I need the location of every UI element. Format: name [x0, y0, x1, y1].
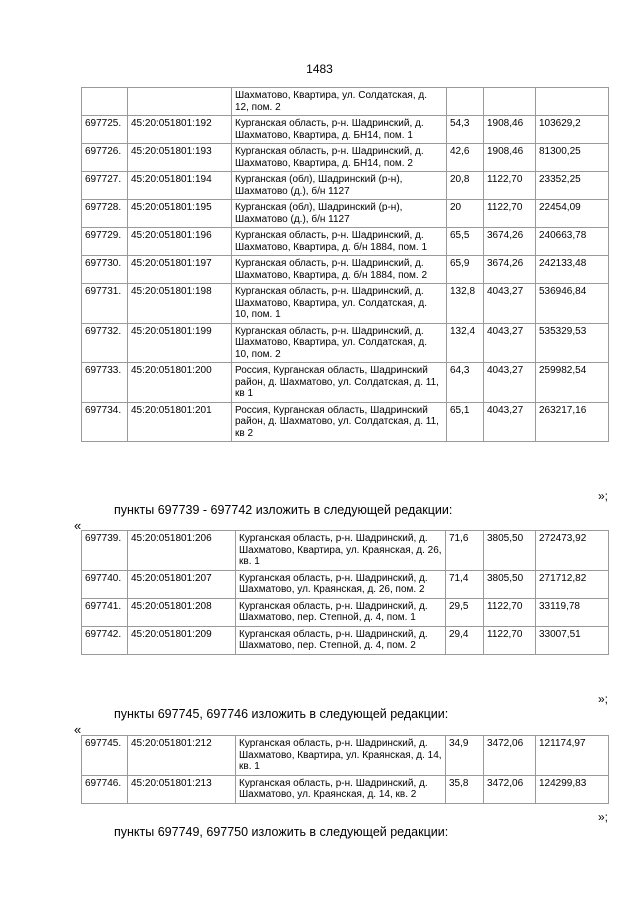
cadastral-price-cell: 3805,50 — [484, 570, 536, 598]
cadastral-number-cell: 45:20:051801:208 — [128, 598, 236, 626]
cadastral-number-cell — [128, 88, 232, 116]
close-quote: »; — [597, 810, 608, 824]
address-cell: Курганская область, р-н. Шадринский, д. Шахматово, Квартира, д. б/н 1884, пом. 2 — [232, 256, 447, 284]
address-cell: Курганская область, р-н. Шадринский, д. Шахматово, Квартира, ул. Краянская, д. 14, кв. 1 — [236, 736, 446, 776]
cadastral-value-cell: 240663,78 — [536, 228, 609, 256]
table-row — [82, 228, 609, 256]
cadastral-value-cell: 263217,16 — [536, 402, 609, 442]
cadastral-value-cell: 535329,53 — [536, 323, 609, 363]
area-cell: 65,5 — [447, 228, 484, 256]
cadastral-price-cell: 4043,27 — [484, 284, 536, 324]
cadastral-number-cell: 45:20:051801:200 — [128, 363, 232, 403]
cadastral-value-cell: 272473,92 — [536, 531, 609, 571]
area-cell: 29,5 — [446, 598, 484, 626]
area-cell: 54,3 — [447, 116, 484, 144]
table-row — [82, 598, 609, 626]
table-row — [82, 172, 609, 200]
table-row — [82, 736, 609, 776]
cadastral-price-cell: 3472,06 — [484, 775, 536, 803]
table-row — [82, 363, 609, 403]
cadastral-price-cell: 3674,26 — [484, 228, 536, 256]
open-quote: « — [74, 722, 82, 737]
amendment-paragraph: пункты 697745, 697746 изложить в следующей редакции: — [114, 707, 449, 721]
area-cell: 132,8 — [447, 284, 484, 324]
row-number-cell: 697733. — [82, 363, 128, 403]
address-cell: Курганская (обл), Шадринский (р-н), Шахматово (д.), б/н 1127 — [232, 172, 447, 200]
cadastral-value-cell: 271712,82 — [536, 570, 609, 598]
cadastral-number-cell: 45:20:051801:195 — [128, 200, 232, 228]
address-cell: Курганская область, р-н. Шадринский, д. Шахматово, Квартира, ул. Солдатская, д. 10, пом. 2 — [232, 323, 447, 363]
address-cell: Курганская область, р-н. Шадринский, д. Шахматово, ул. Краянская, д. 14, кв. 2 — [236, 775, 446, 803]
row-number-cell: 697730. — [82, 256, 128, 284]
property-table-3 — [81, 735, 609, 804]
page-number: 1483 — [306, 62, 333, 76]
address-cell: Курганская область, р-н. Шадринский, д. Шахматово, ул. Краянская, д. 26, пом. 2 — [236, 570, 446, 598]
area-cell — [447, 88, 484, 116]
cadastral-price-cell: 4043,27 — [484, 402, 536, 442]
cadastral-price-cell: 1122,70 — [484, 598, 536, 626]
area-cell: 35,8 — [446, 775, 484, 803]
row-number-cell: 697727. — [82, 172, 128, 200]
cadastral-price-cell: 4043,27 — [484, 363, 536, 403]
row-number-cell: 697729. — [82, 228, 128, 256]
row-number-cell: 697734. — [82, 402, 128, 442]
area-cell: 34,9 — [446, 736, 484, 776]
table-row — [82, 323, 609, 363]
address-cell: Шахматово, Квартира, ул. Солдатская, д. 12, пом. 2 — [232, 88, 447, 116]
table-row — [82, 200, 609, 228]
cadastral-price-cell: 1908,46 — [484, 144, 536, 172]
close-quote: »; — [597, 489, 608, 503]
table-row — [82, 775, 609, 803]
row-number-cell: 697740. — [82, 570, 128, 598]
cadastral-number-cell: 45:20:051801:207 — [128, 570, 236, 598]
address-cell: Курганская область, р-н. Шадринский, д. Шахматово, Квартира, ул. Краянская, д. 26, кв. 1 — [236, 531, 446, 571]
cadastral-number-cell: 45:20:051801:201 — [128, 402, 232, 442]
cadastral-price-cell — [484, 88, 536, 116]
area-cell: 132,4 — [447, 323, 484, 363]
address-cell: Курганская область, р-н. Шадринский, д. Шахматово, Квартира, ул. Солдатская, д. 10, пом. 1 — [232, 284, 447, 324]
area-cell: 29,4 — [446, 626, 484, 654]
row-number-cell: 697745. — [82, 736, 128, 776]
cadastral-number-cell: 45:20:051801:209 — [128, 626, 236, 654]
row-number-cell: 697732. — [82, 323, 128, 363]
cadastral-value-cell: 259982,54 — [536, 363, 609, 403]
row-number-cell: 697746. — [82, 775, 128, 803]
cadastral-value-cell: 103629,2 — [536, 116, 609, 144]
amendment-paragraph: пункты 697749, 697750 изложить в следующей редакции: — [114, 825, 449, 839]
cadastral-number-cell: 45:20:051801:206 — [128, 531, 236, 571]
cadastral-value-cell: 121174,97 — [536, 736, 609, 776]
row-number-cell: 697731. — [82, 284, 128, 324]
table-row — [82, 626, 609, 654]
row-number-cell — [82, 88, 128, 116]
cadastral-value-cell: 242133,48 — [536, 256, 609, 284]
cadastral-value-cell — [536, 88, 609, 116]
table-row — [82, 531, 609, 571]
cadastral-number-cell: 45:20:051801:212 — [128, 736, 236, 776]
table-row — [82, 284, 609, 324]
cadastral-value-cell: 33119,78 — [536, 598, 609, 626]
cadastral-number-cell: 45:20:051801:194 — [128, 172, 232, 200]
table-row — [82, 88, 609, 116]
address-cell: Курганская область, р-н. Шадринский, д. Шахматово, Квартира, д. б/н 1884, пом. 1 — [232, 228, 447, 256]
cadastral-price-cell: 3472,06 — [484, 736, 536, 776]
table-row — [82, 256, 609, 284]
address-cell: Курганская область, р-н. Шадринский, д. Шахматово, пер. Степной, д. 4, пом. 2 — [236, 626, 446, 654]
amendment-paragraph: пункты 697739 - 697742 изложить в следующей редакции: — [114, 503, 453, 517]
cadastral-number-cell: 45:20:051801:199 — [128, 323, 232, 363]
address-cell: Курганская область, р-н. Шадринский, д. Шахматово, пер. Степной, д. 4, пом. 1 — [236, 598, 446, 626]
row-number-cell: 697742. — [82, 626, 128, 654]
cadastral-value-cell: 23352,25 — [536, 172, 609, 200]
cadastral-value-cell: 22454,09 — [536, 200, 609, 228]
area-cell: 71,4 — [446, 570, 484, 598]
row-number-cell: 697728. — [82, 200, 128, 228]
area-cell: 71,6 — [446, 531, 484, 571]
cadastral-value-cell: 33007,51 — [536, 626, 609, 654]
address-cell: Курганская область, р-н. Шадринский, д. Шахматово, Квартира, д. БН14, пом. 2 — [232, 144, 447, 172]
cadastral-number-cell: 45:20:051801:197 — [128, 256, 232, 284]
cadastral-value-cell: 81300,25 — [536, 144, 609, 172]
row-number-cell: 697739. — [82, 531, 128, 571]
area-cell: 20,8 — [447, 172, 484, 200]
cadastral-value-cell: 124299,83 — [536, 775, 609, 803]
address-cell: Россия, Курганская область, Шадринский район, д. Шахматово, ул. Солдатская, д. 11, кв 2 — [232, 402, 447, 442]
table-row — [82, 144, 609, 172]
open-quote: « — [74, 518, 82, 533]
cadastral-number-cell: 45:20:051801:196 — [128, 228, 232, 256]
cadastral-price-cell: 1908,46 — [484, 116, 536, 144]
area-cell: 20 — [447, 200, 484, 228]
cadastral-price-cell: 4043,27 — [484, 323, 536, 363]
area-cell: 65,9 — [447, 256, 484, 284]
cadastral-number-cell: 45:20:051801:192 — [128, 116, 232, 144]
row-number-cell: 697725. — [82, 116, 128, 144]
cadastral-price-cell: 3805,50 — [484, 531, 536, 571]
cadastral-price-cell: 1122,70 — [484, 200, 536, 228]
cadastral-number-cell: 45:20:051801:213 — [128, 775, 236, 803]
cadastral-price-cell: 3674,26 — [484, 256, 536, 284]
cadastral-price-cell: 1122,70 — [484, 626, 536, 654]
close-quote: »; — [597, 692, 608, 706]
cadastral-price-cell: 1122,70 — [484, 172, 536, 200]
area-cell: 42,6 — [447, 144, 484, 172]
table-row — [82, 116, 609, 144]
address-cell: Россия, Курганская область, Шадринский район, д. Шахматово, ул. Солдатская, д. 11, кв 1 — [232, 363, 447, 403]
cadastral-number-cell: 45:20:051801:198 — [128, 284, 232, 324]
address-cell: Курганская область, р-н. Шадринский, д. Шахматово, Квартира, д. БН14, пом. 1 — [232, 116, 447, 144]
row-number-cell: 697726. — [82, 144, 128, 172]
area-cell: 64,3 — [447, 363, 484, 403]
row-number-cell: 697741. — [82, 598, 128, 626]
property-table-1 — [81, 87, 609, 442]
cadastral-number-cell: 45:20:051801:193 — [128, 144, 232, 172]
address-cell: Курганская (обл), Шадринский (р-н), Шахматово (д.), б/н 1127 — [232, 200, 447, 228]
table-row — [82, 570, 609, 598]
property-table-2 — [81, 530, 609, 655]
cadastral-value-cell: 536946,84 — [536, 284, 609, 324]
area-cell: 65,1 — [447, 402, 484, 442]
table-row — [82, 402, 609, 442]
